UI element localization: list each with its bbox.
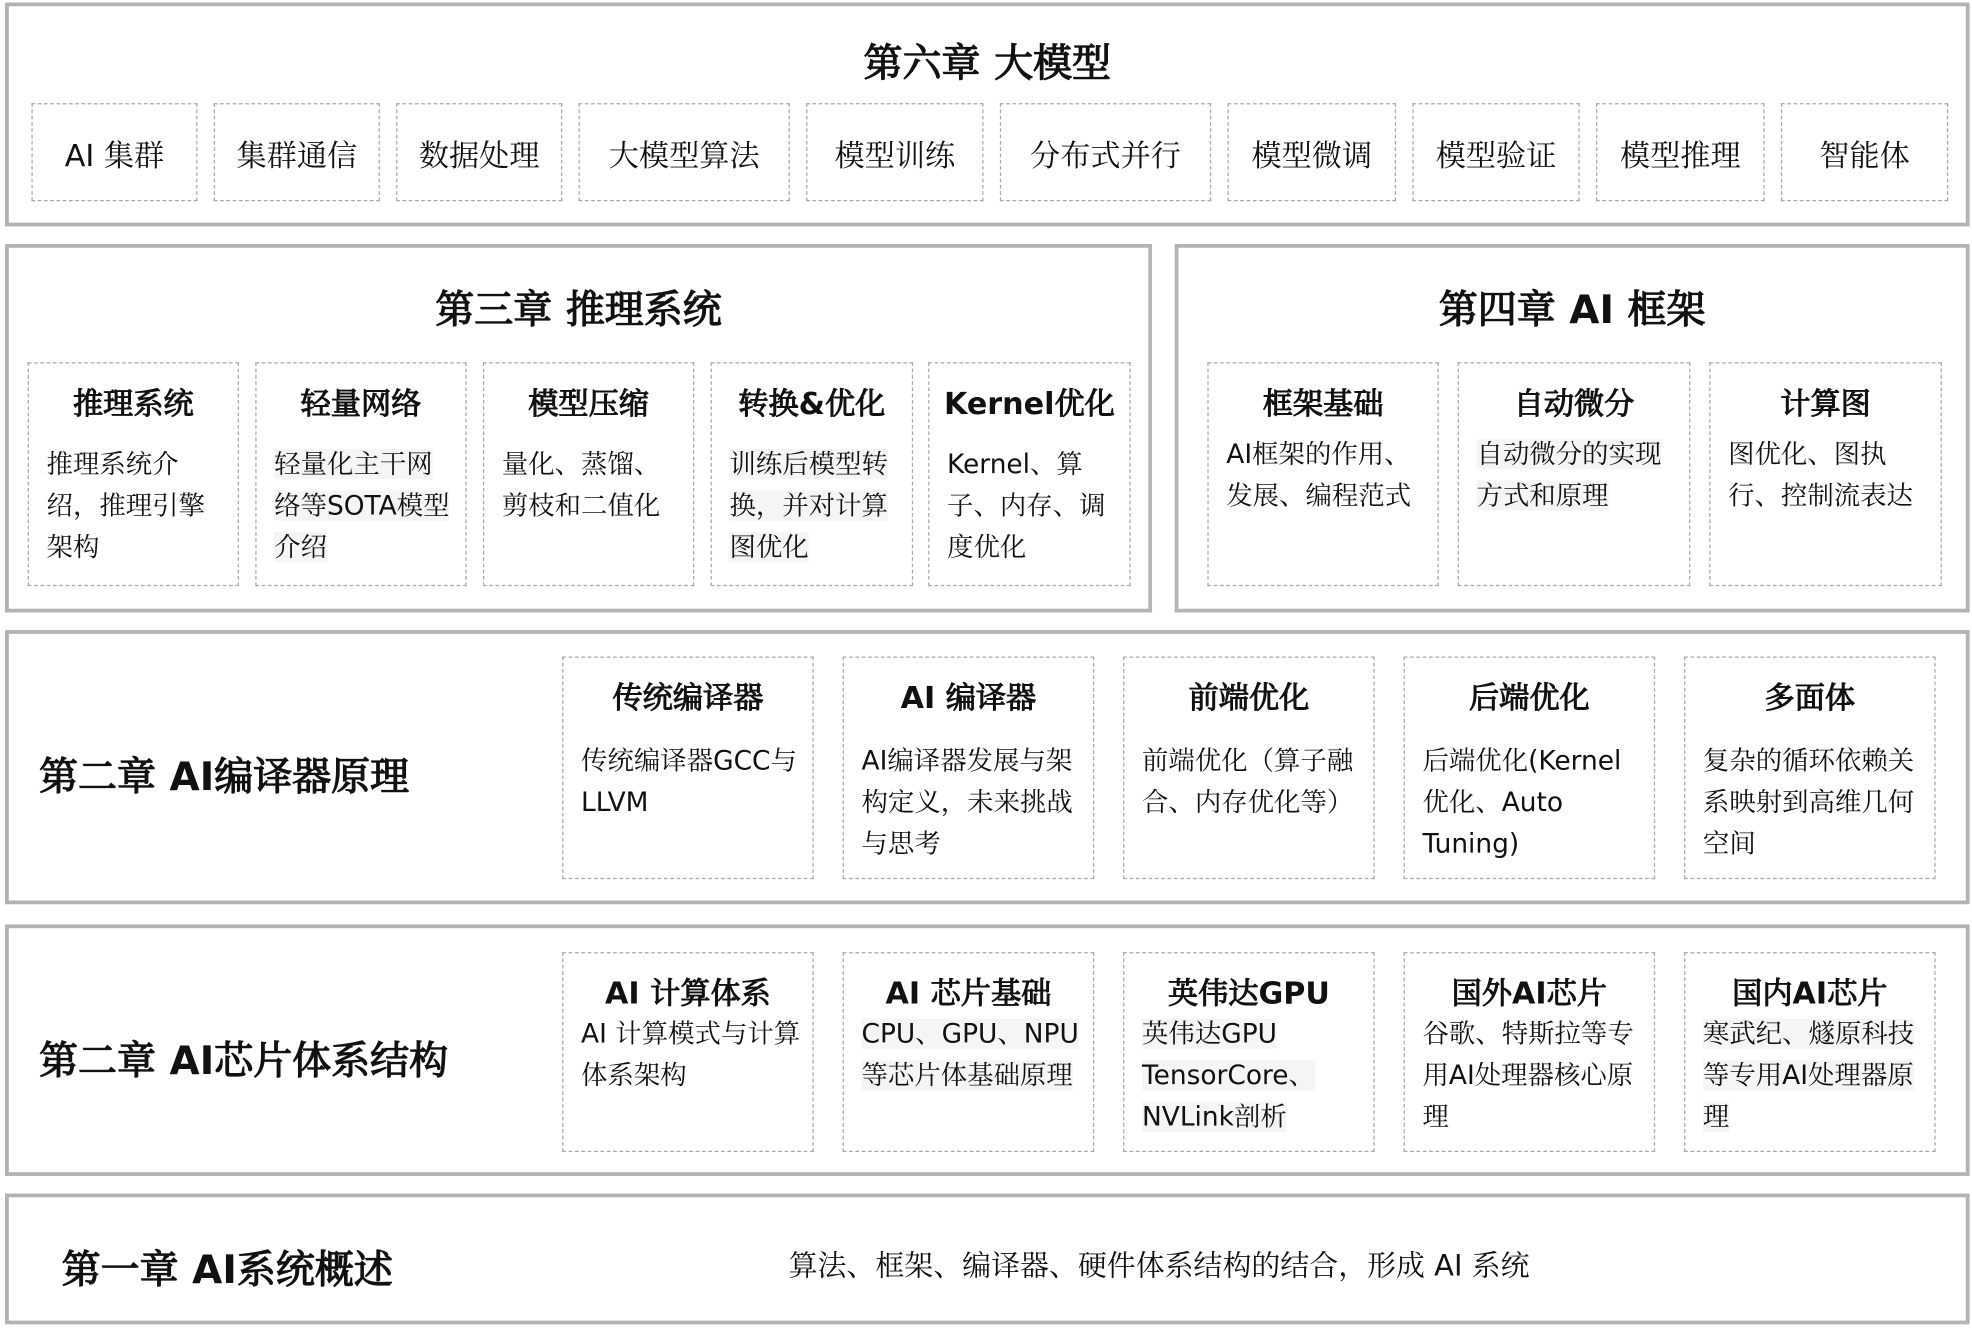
- topic-card[interactable]: [843, 657, 1095, 880]
- card-description-text: 后端优化(Kernel优化、Auto Tuning): [1422, 745, 1622, 860]
- topic-chip[interactable]: 模型训练: [806, 103, 983, 201]
- card-description: [1477, 434, 1679, 517]
- topic-card[interactable]: [1404, 657, 1656, 880]
- card-description-text: 量化、蒸馏、剪枝和二值化: [501, 448, 661, 521]
- card-description: [1703, 741, 1924, 866]
- card-description: [1142, 1014, 1363, 1139]
- card-description-text: AI编译器发展与架构定义，未来挑战与思考: [861, 745, 1073, 860]
- chapter3-title: 第三章 推理系统: [435, 288, 722, 334]
- card-description-text: 图优化、图执行、控制流表达: [1728, 438, 1913, 511]
- topic-chip[interactable]: 集群通信: [214, 103, 380, 201]
- card-description-text: 前端优化（算子融合、内存优化等）: [1141, 745, 1354, 818]
- card-description: [47, 444, 228, 569]
- topic-card[interactable]: [1123, 657, 1375, 880]
- topic-card[interactable]: [28, 362, 239, 586]
- card-description: [581, 741, 802, 824]
- card-description: [274, 444, 455, 569]
- topic-chip[interactable]: 大模型算法: [579, 103, 790, 201]
- topic-card[interactable]: [1207, 362, 1438, 586]
- card-description: [1703, 1014, 1924, 1139]
- topic-chip[interactable]: 智能体: [1781, 103, 1948, 201]
- chapter6-title: 第六章 大模型: [863, 41, 1112, 87]
- topic-card[interactable]: [1684, 657, 1936, 880]
- topic-chip[interactable]: 模型微调: [1228, 103, 1397, 201]
- card-description-text: 寒武纪、燧原科技等专用AI处理器原理: [1702, 1018, 1915, 1132]
- card-description: [1226, 434, 1427, 517]
- card-title: Kernel优化: [943, 386, 1115, 422]
- topic-card[interactable]: [1123, 952, 1375, 1152]
- topic-chip[interactable]: 模型验证: [1412, 103, 1579, 201]
- card-description-text: 推理系统介绍，推理引擎架构: [46, 448, 206, 563]
- card-title: 模型压缩: [528, 386, 649, 422]
- card-description-text: 训练后模型转换，并对计算图优化: [729, 448, 888, 563]
- topic-card[interactable]: [1404, 952, 1656, 1152]
- card-description: [1142, 741, 1363, 824]
- card-title: 英伟达GPU: [1167, 975, 1330, 1012]
- topic-card[interactable]: [483, 362, 694, 586]
- topic-card[interactable]: [562, 657, 814, 880]
- card-title: 框架基础: [1262, 386, 1384, 422]
- card-title: 前端优化: [1188, 680, 1310, 716]
- topic-card[interactable]: [711, 362, 913, 586]
- card-title: 转换&优化: [738, 386, 886, 422]
- card-description: [729, 444, 901, 569]
- card-title: 国外AI芯片: [1451, 975, 1608, 1012]
- card-description-text: 自动微分的实现方式和原理: [1476, 438, 1662, 511]
- card-description: [502, 444, 683, 527]
- chapter2-compiler-title: 第二章 AI编译器原理: [38, 754, 410, 800]
- topic-card[interactable]: [928, 362, 1130, 586]
- chapter1-title: 第一章 AI系统概述: [61, 1247, 393, 1293]
- card-title: 推理系统: [72, 386, 194, 422]
- card-title: 后端优化: [1468, 680, 1590, 716]
- card-description: [581, 1014, 802, 1097]
- card-description: [1728, 434, 1930, 517]
- chapter1-section: [5, 1194, 1970, 1325]
- topic-card[interactable]: [1684, 952, 1936, 1152]
- chapter2-chip-title: 第二章 AI芯片体系结构: [38, 1038, 449, 1085]
- card-title: AI 计算体系: [605, 975, 771, 1012]
- card-description: [1422, 741, 1643, 866]
- topic-chip[interactable]: 分布式并行: [1000, 103, 1211, 201]
- card-description: [862, 1014, 1083, 1097]
- topic-card[interactable]: [562, 952, 814, 1152]
- topic-card[interactable]: [1458, 362, 1691, 586]
- card-description-text: 谷歌、特斯拉等专用AI处理器核心原理: [1422, 1018, 1634, 1132]
- topic-card[interactable]: [843, 952, 1095, 1152]
- card-title: 多面体: [1764, 680, 1856, 716]
- topic-chip[interactable]: 数据处理: [396, 103, 562, 201]
- card-description-text: AI 计算模式与计算体系架构: [581, 1018, 801, 1091]
- card-title: 传统编译器: [612, 680, 764, 716]
- card-description-text: 传统编译器GCC与LLVM: [581, 745, 797, 818]
- card-title: 计算图: [1780, 386, 1871, 422]
- card-description-text: Kernel、算子、内存、调度优化: [947, 448, 1106, 563]
- card-description-text: 英伟达GPU TensorCore、NVLink剖析: [1141, 1018, 1315, 1132]
- topic-chip[interactable]: AI 集群: [31, 103, 197, 201]
- chapter1-description: 算法、框架、编译器、硬件体系结构的结合，形成 AI 系统: [788, 1250, 1530, 1283]
- card-title: 国内AI芯片: [1732, 975, 1888, 1012]
- card-description: [1422, 1014, 1643, 1139]
- card-title: AI 编译器: [900, 680, 1037, 716]
- card-description: [947, 444, 1119, 569]
- card-title: AI 芯片基础: [885, 975, 1052, 1012]
- card-description: [862, 741, 1083, 866]
- card-title: 轻量网络: [300, 386, 422, 422]
- chapter4-title: 第四章 AI 框架: [1438, 288, 1706, 334]
- card-description-text: CPU、GPU、NPU 等芯片体基础原理: [861, 1018, 1079, 1091]
- card-title: 自动微分: [1513, 386, 1635, 422]
- topic-card[interactable]: [255, 362, 466, 586]
- card-description-text: AI框架的作用、发展、编程范式: [1226, 438, 1412, 511]
- topic-chip[interactable]: 模型推理: [1596, 103, 1765, 201]
- card-description-text: 轻量化主干网络等SOTA模型介绍: [274, 448, 450, 563]
- topic-card[interactable]: [1709, 362, 1942, 586]
- card-description-text: 复杂的循环依赖关系映射到高维几何空间: [1702, 745, 1915, 860]
